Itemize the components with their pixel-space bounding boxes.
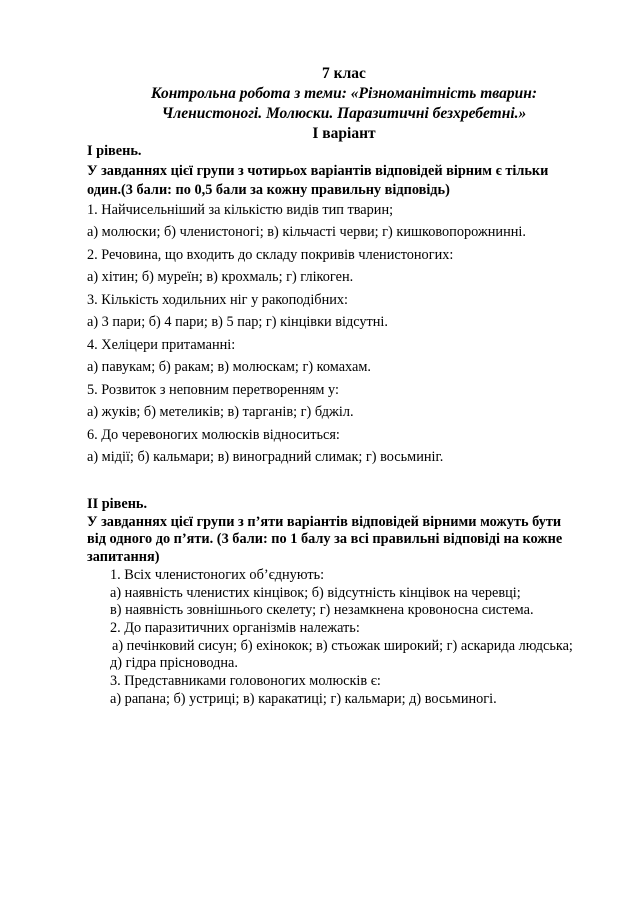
answer-line: в) наявність зовнішнього скелету; г) незамкнена кровоносна система. — [110, 602, 534, 619]
question-line: 5. Розвиток з неповним перетворенням у: — [87, 381, 339, 398]
variant-label: І варіант — [312, 125, 376, 142]
test-title-line-1: Контрольна робота з теми: «Різноманітність тварин: — [151, 85, 537, 102]
question-line: 1. Найчисельніший за кількістю видів тип тварин; — [87, 201, 394, 218]
answer-line: а) рапана; б) устриці; в) каракатиці; г) кальмари; д) восьминогі. — [110, 690, 497, 707]
document-header — [90, 64, 598, 144]
answer-line: а) 3 пари; б) 4 пари; в) 5 пар; г) кінцівки відсутні. — [87, 314, 388, 330]
level-1-instruction-line-2: один.(3 бали: по 0,5 бали за кожну правильну відповідь) — [87, 182, 450, 198]
level-2-questions — [87, 567, 617, 709]
question-line: 3. Представниками головоногих молюсків є: — [110, 673, 381, 690]
level-1-instruction-line-1: У завданнях цієї групи з чотирьох варіантів відповідей вірним є тільки — [87, 162, 549, 179]
question-line: 3. Кількість ходильних ніг у ракоподібних: — [87, 291, 348, 308]
level-1-heading-block — [87, 142, 607, 201]
level-2-instruction-line-2: від одного до п’яти. (3 бали: по 1 балу за всі правильні відповіді на кожне — [87, 531, 563, 548]
answer-line: а) павукам; б) ракам; в) молюскам; г) комахам. — [87, 359, 371, 375]
answer-line: а) наявність членистих кінцівок; б) відсутність кінцівок на черевці; — [110, 584, 521, 601]
level-2-instruction-line-1: У завданнях цієї групи з п’яти варіантів відповідей вірними можуть бути — [87, 513, 562, 530]
answer-line: а) печінковий сисун; б) ехінокок; в) стьожак широкий; г) аскарида людська; — [112, 637, 573, 654]
level-2-heading-block — [87, 496, 617, 567]
level-2-section — [87, 496, 617, 708]
answer-line: а) хітин; б) муреїн; в) крохмаль; г) глікоген. — [87, 269, 354, 285]
answer-line: д) гідра прісноводна. — [110, 655, 238, 672]
level-1-questions — [87, 199, 607, 469]
question-line: 4. Хеліцери притаманні: — [87, 336, 236, 353]
test-title-line-2: Членистоногі. Молюски. Паразитичні безхребетні.» — [161, 105, 527, 122]
answer-line: а) молюски; б) членистоногі; в) кільчасті черви; г) кишковопорожнинні. — [87, 224, 526, 240]
question-line: 2. До паразитичних організмів належать: — [110, 619, 360, 636]
question-line: 2. Речовина, що входить до складу покривів членистоногих: — [87, 246, 454, 263]
question-line: 6. До черевоногих молюсків відноситься: — [87, 426, 340, 443]
level-2-heading: ІІ рівень. — [87, 496, 148, 512]
level-1-heading: І рівень. — [87, 143, 142, 159]
grade-label: 7 клас — [322, 65, 366, 82]
level-2-instruction-line-3: запитання) — [87, 549, 160, 566]
level-1-section — [87, 142, 607, 469]
answer-line: а) жуків; б) метеликів; в) тарганів; г) бджіл. — [87, 404, 354, 420]
question-line: 1. Всіх членистоногих об’єднують: — [110, 566, 325, 583]
answer-line: а) мідії; б) кальмари; в) виноградний слимак; г) восьминіг. — [87, 449, 444, 465]
